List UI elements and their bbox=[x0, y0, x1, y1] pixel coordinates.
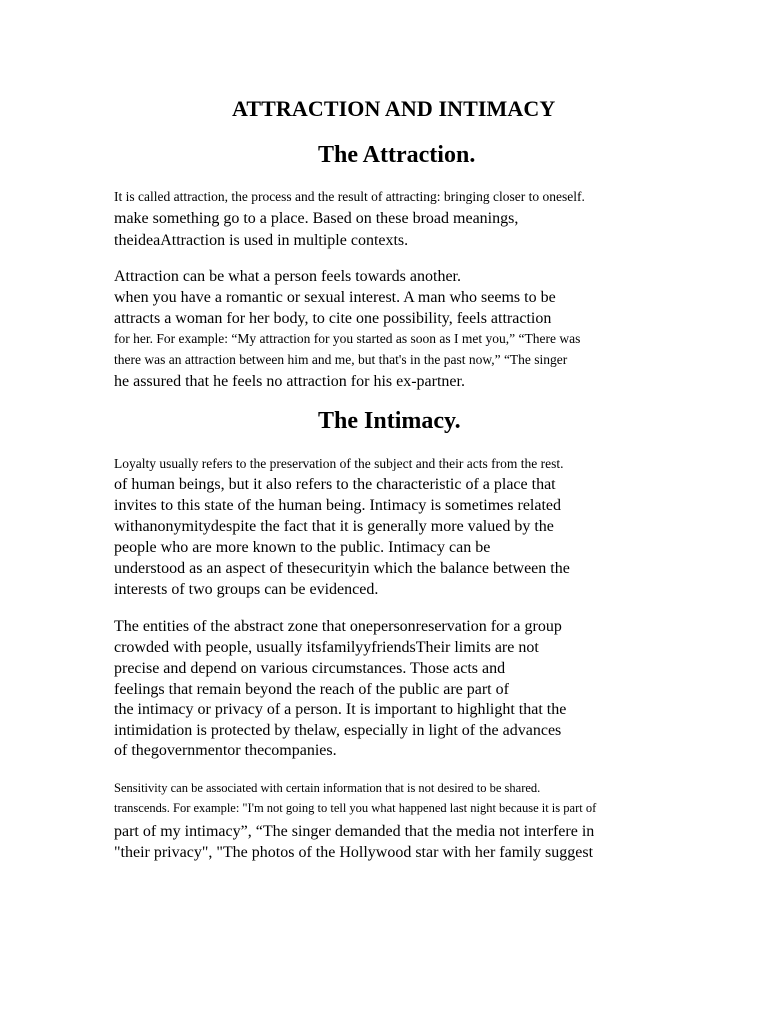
text-line: crowded with people, usually itsfamilyyfriendsTheir limits are not bbox=[114, 639, 539, 656]
text-line: invites to this state of the human being. Intimacy is sometimes related bbox=[114, 497, 562, 514]
text-line: make something go to a place. Based on these broad meanings, bbox=[114, 210, 519, 227]
text-line: when you have a romantic or sexual interest. A man who seems to be bbox=[114, 289, 556, 306]
text-line: precise and depend on various circumstances. Those acts and bbox=[114, 660, 506, 677]
text-line: the intimacy or privacy of a person. It is important to highlight that the bbox=[114, 701, 567, 718]
text-line: people who are more known to the public. Intimacy can be bbox=[114, 539, 491, 556]
text-line: Sensitivity can be associated with certain information that is not desired to be shared. bbox=[114, 781, 541, 795]
text-line: of thegovernmentor thecompanies. bbox=[114, 742, 337, 759]
text-line: interests of two groups can be evidenced. bbox=[114, 581, 379, 598]
text-line: intimidation is protected by thelaw, especially in light of the advances bbox=[114, 722, 562, 739]
text-line: there was an attraction between him and me, but that's in the past now,” “The singer bbox=[114, 352, 568, 367]
text-line: Attraction can be what a person feels towards another. bbox=[114, 268, 461, 285]
text-line: understood as an aspect of thesecurityin which the balance between the bbox=[114, 560, 570, 577]
text-line: It is called attraction, the process and the result of attracting: bringing closer to oneself. bbox=[114, 189, 585, 204]
text-line: feelings that remain beyond the reach of the public are part of bbox=[114, 681, 509, 698]
text-line: for her. For example: “My attraction for you started as soon as I met you,” “There was bbox=[114, 331, 581, 346]
text-line: of human beings, but it also refers to the characteristic of a place that bbox=[114, 476, 556, 493]
text-line: withanonymitydespite the fact that it is generally more valued by the bbox=[114, 518, 554, 535]
text-line: Loyalty usually refers to the preservation of the subject and their acts from the rest. bbox=[114, 456, 564, 471]
text-line: The entities of the abstract zone that onepersonreservation for a group bbox=[114, 618, 562, 635]
text-line: part of my intimacy”, “The singer demanded that the media not interfere in bbox=[114, 823, 595, 840]
text-line: theideaAttraction is used in multiple contexts. bbox=[114, 232, 409, 249]
text-line: transcends. For example: "I'm not going to tell you what happened last night because it is part of bbox=[114, 801, 597, 815]
section-heading-intimacy: The Intimacy. bbox=[318, 408, 461, 434]
text-line: he assured that he feels no attraction for his ex-partner. bbox=[114, 373, 465, 390]
document-title: ATTRACTION AND INTIMACY bbox=[232, 96, 556, 121]
text-line: attracts a woman for her body, to cite one possibility, feels attraction bbox=[114, 310, 552, 327]
text-line: "their privacy", "The photos of the Hollywood star with her family suggest bbox=[114, 844, 594, 861]
section-heading-attraction: The Attraction. bbox=[318, 142, 476, 168]
